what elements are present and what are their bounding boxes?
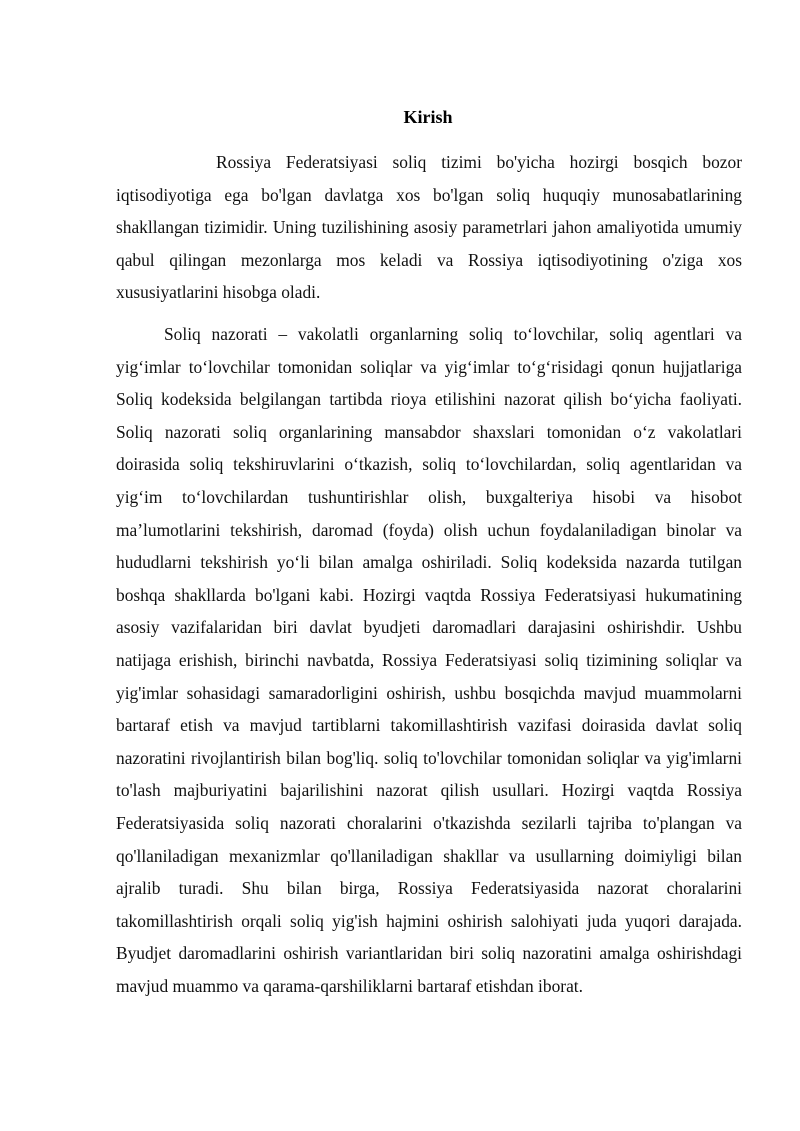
page-title: Kirish	[403, 107, 453, 127]
paragraph-tax-control: Soliq nazorati – vakolatli organlarning soliq to‘lovchilar, soliq agentlari va yig‘imlar to‘lovchilar tomonidan soliqlar va yig‘imlar to‘g‘risidagi qonun hujjatlariga Soliq kodeksida belgilangan tartibda rioya etilishini nazorat qilish bo‘yicha faoliyati. Soliq nazorati soliq organlarining mansabdor shaxslari tomonidan o‘z vakolatlari doirasida soliq tekshiruvlarini o‘tkazish, soliq to‘lovchilardan, soliq agentlaridan va yig‘im to‘lovchilardan tushuntirishlar olish, buxgalteriya hisobi va hisobot ma’lumotlarini tekshirish, daromad (foyda) olish uchun foydalaniladigan binolar va hududlarni tekshirish yo‘li bilan amalga oshiriladi. Soliq kodeksida nazarda tutilgan boshqa shakllarda bo'lgani kabi. Hozirgi vaqtda Rossiya Federatsiyasi hukumatining asosiy vazifalaridan biri davlat byudjeti daromadlari darajasini oshirishdir. Ushbu natijaga erishish, birinchi navbatda, Rossiya Federatsiyasi soliq tizimining soliqlar va yig'imlar sohasidagi samaradorligini oshirish, ushbu bosqichda mavjud muammolarni bartaraf etish va mavjud tartiblarni takomillashtirish vazifasi doirasida davlat soliq nazoratini rivojlantirish bilan bog'liq. soliq to'lovchilar tomonidan soliqlar va yig'imlarni to'lash majburiyatini bajarilishini nazorat qilish usullari. Hozirgi vaqtda Rossiya Federatsiyasida soliq nazorati choralarini o'tkazishda sezilarli tajriba to'plangan va qo'llaniladigan mexanizmlar qo'llaniladigan shakllar va usullarning doimiyligi bilan ajralib turadi. Shu bilan birga, Rossiya Federatsiyasida nazorat choralarini takomillashtirish orqali soliq yig'ish hajmini oshirish salohiyati juda yuqori darajada. Byudjet daromadlarini oshirish variantlaridan biri soliq nazoratini amalga oshirishdagi mavjud muammo va qarama-qarshiliklarni bartaraf etishdan iborat.	[116, 324, 742, 996]
paragraph-intro: Rossiya Federatsiyasi soliq tizimi bo'yicha hozirgi bosqich bozor iqtisodiyotiga ega bo'lgan davlatga xos bo'lgan soliq huquqiy munosabatlarining shakllangan tizimidir. Uning tuzilishining asosiy parametrlari jahon amaliyotida umumiy qabul qilingan mezonlarga mos keladi va Rossiya iqtisodiyotining o'ziga xos xususiyatlarini hisobga oladi.	[116, 152, 742, 303]
